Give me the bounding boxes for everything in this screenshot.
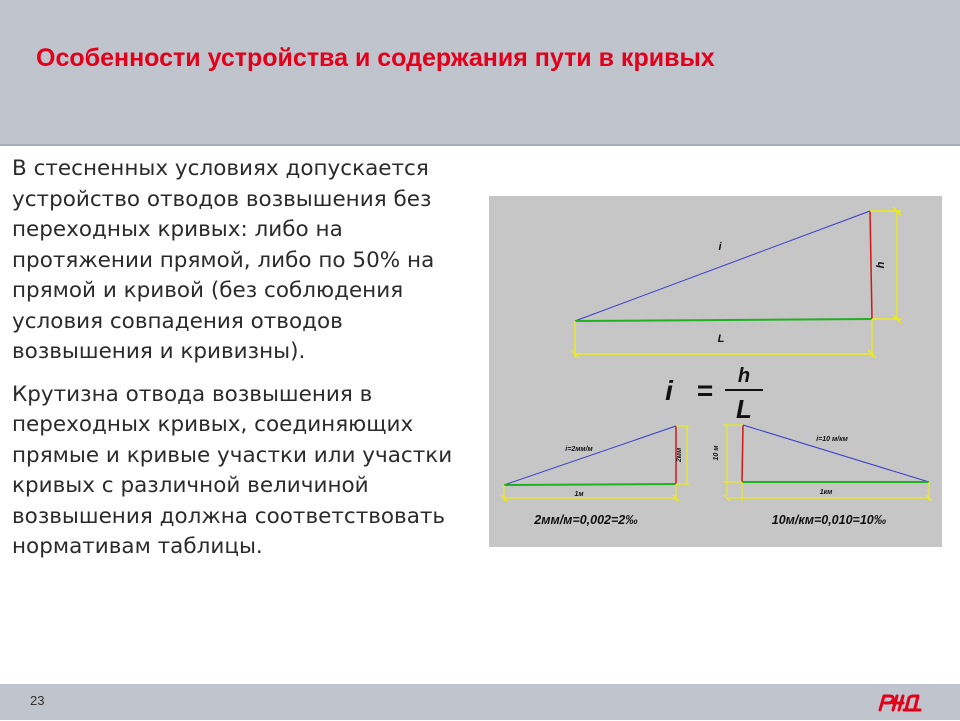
top-slope-line — [575, 211, 870, 321]
slide-body — [12, 154, 482, 575]
formula-numerator: h — [737, 365, 751, 387]
left-base-label: 1м — [574, 491, 584, 498]
rzd-logo — [876, 688, 924, 716]
left-slope-label: i=2мм/м — [565, 446, 593, 453]
superelevation-figure — [489, 196, 942, 547]
right-caption: 10м/км=0,010=10‰ — [771, 513, 887, 527]
paragraph-2: Крутизна отвода возвышения в переходных кривых, соединяющих прямые и кривые участки или участки кривых с различной величиной возвышения должна соответствовать нормативам таблицы. — [12, 381, 453, 559]
slide-header — [0, 0, 960, 146]
paragraph-1: В стесненных условиях допускается устройство отводов возвышения без переходных кривых: либо на протяжении прямой, либо по 50% на прямой и кривой (без соблюдения условия совпадения отводов возвышения и кривизны). — [12, 156, 435, 364]
top-dimensions — [571, 207, 901, 358]
slide-footer — [0, 684, 960, 720]
formula-denominator: L — [736, 394, 752, 424]
top-base-line — [575, 319, 872, 321]
left-height-label: 2мм — [676, 447, 683, 463]
formula-equals: = — [696, 375, 714, 406]
formula-i: i — [665, 375, 673, 406]
right-base-label: 1км — [819, 489, 833, 496]
left-caption: 2мм/м=0,002=2‰ — [534, 513, 638, 527]
rzd-logo-icon — [876, 688, 924, 716]
page-number: 23 — [30, 693, 45, 708]
slope-formula — [665, 365, 763, 424]
top-height-line — [870, 211, 872, 319]
top-i-label: i — [718, 241, 722, 253]
top-h-label: h — [875, 261, 887, 269]
right-slope-label: i=10 м/км — [816, 436, 848, 443]
right-height-label: 10 м — [713, 445, 720, 461]
figure-svg — [489, 196, 942, 547]
top-L-label: L — [717, 333, 725, 345]
slide-title: Особенности устройства и содержания пути в кривых — [36, 44, 715, 72]
left-example-diagram — [501, 426, 689, 501]
